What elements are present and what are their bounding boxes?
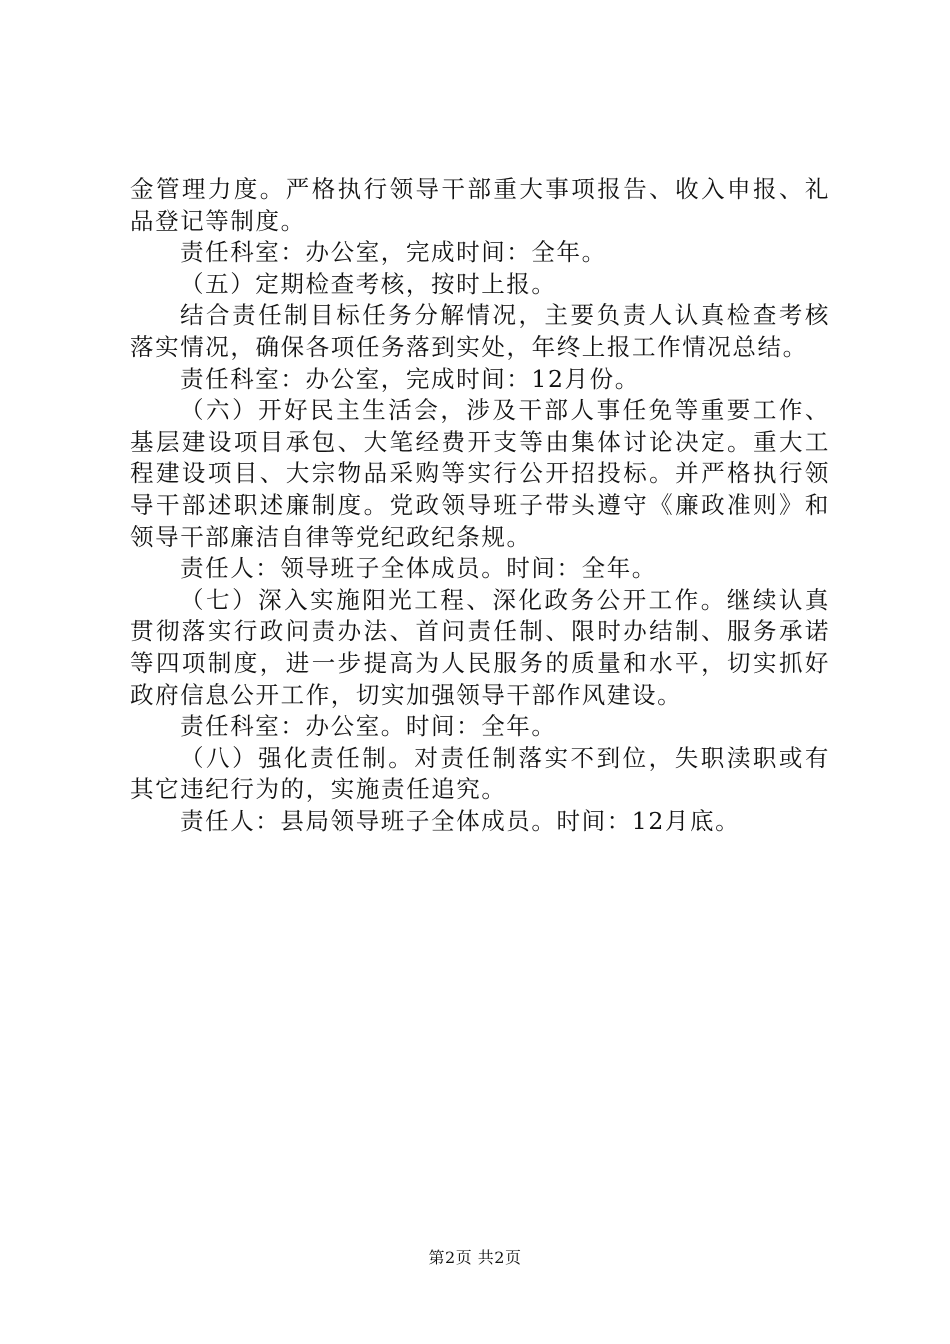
paragraph-1: 金管理力度。严格执行领导干部重大事项报告、收入申报、礼品登记等制度。 [130, 175, 830, 235]
paragraph-8: （七）深入实施阳光工程、深化政务公开工作。继续认真贯彻落实行政问责办法、首问责任制、限时办结制、服务承诺等四项制度，进一步提高为人民服务的质量和水平，切实抓好政府信息公开工作，切实加强领导干部作风建设。 [130, 585, 830, 709]
paragraph-9: 责任科室：办公室。时间：全年。 [180, 712, 557, 741]
document-body [130, 174, 830, 837]
paragraph-11: 责任人：县局领导班子全体成员。时间：12月底。 [180, 806, 741, 835]
paragraph-10: （八）强化责任制。对责任制落实不到位，失职渎职或有其它违纪行为的，实施责任追究。 [130, 743, 830, 804]
paragraph-7: 责任人：领导班子全体成员。时间：全年。 [180, 554, 657, 583]
paragraph-2: 责任科室：办公室，完成时间：全年。 [180, 238, 607, 267]
paragraph-5: 责任科室：办公室，完成时间：12月份。 [180, 364, 640, 393]
paragraph-4: 结合责任制目标任务分解情况，主要负责人认真检查考核落实情况，确保各项任务落到实处，年终上报工作情况总结。 [130, 301, 830, 361]
paragraph-3: （五）定期检查考核，按时上报。 [180, 269, 557, 298]
paragraph-6: （六）开好民主生活会，涉及干部人事任免等重要工作、基层建设项目承包、大笔经费开支等由集体讨论决定。重大工程建设项目、大宗物品采购等实行公开招投标。并严格执行领导干部述职述廉制度。党政领导班子带头遵守《廉政准则》和领导干部廉洁自律等党纪政纪条规。 [130, 396, 830, 551]
page-number-footer: 第2页 共2页 [428, 1248, 522, 1267]
